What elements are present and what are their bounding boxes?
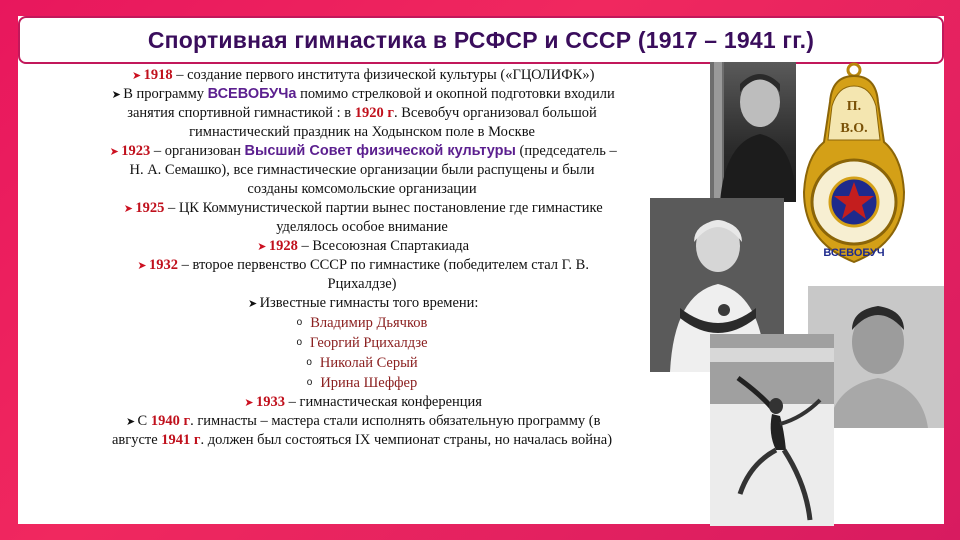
arrowhead-icon: ➤ (131, 69, 142, 82)
arrowhead-icon: ➤ (137, 259, 147, 272)
item-1940: ➤ С 1940 г. гимнасты – мастера стали исполнять обязательную программу (в августе 1941 г. должен был состояться IX чемпионат страны, но началась война) (111, 413, 613, 448)
item-1925: ➤ 1925 – ЦК Коммунистической партии вынес постановление где гимнастике уделялось особое внимание (22, 199, 702, 237)
arrowhead-icon: ➤ (125, 415, 136, 428)
medal-top-label: П. (846, 99, 862, 114)
circle-bullet-icon: o (306, 377, 313, 388)
arrowhead-icon: ➤ (123, 202, 133, 215)
title-box (18, 16, 944, 64)
gymnast-4: o Ирина Шеффер (306, 375, 418, 391)
arrowhead-icon: ➤ (244, 396, 254, 409)
arrowhead-icon: ➤ (257, 240, 267, 253)
content-text (22, 66, 702, 526)
circle-bullet-icon: o (296, 317, 303, 328)
item-1933: ➤ 1933 – гимнастическая конференция (22, 393, 702, 412)
arrowhead-icon: ➤ (247, 297, 258, 310)
vsevobuch-medal (792, 62, 922, 286)
medal-ring-label: ВСЕВОБУЧ (823, 247, 885, 259)
page-title: Спортивная гимнастика в РСФСР и СССР (1917 – 1941 гг.) (147, 26, 815, 53)
arrowhead-icon: ➤ (109, 145, 119, 158)
item-famous: ➤ Известные гимнасты того времени: (22, 294, 702, 313)
medal-mid-label: В.О. (840, 121, 868, 136)
circle-bullet-icon: o (306, 357, 312, 368)
item-1928: ➤ 1928 – Всесоюзная Спартакиада (22, 237, 702, 256)
item-1923: ➤ 1923 – организован Высший Совет физической культуры (председатель – Н. А. Семашко), все гимнастические организации были распущены и были созданы комсомольские организации (22, 142, 702, 199)
gymnast-1: o Владимир Дьячков (296, 315, 428, 331)
item-1918: ➤ 1918 – создание первого института физической культуры («ГЦОЛИФК») (22, 66, 702, 85)
photo-gymnast-floor (710, 334, 834, 526)
gymnast-2: o Георгий Рцихалдзе (296, 335, 428, 351)
item-1932: ➤ 1932 – второе первенство СССР по гимнастике (победителем стал Г. В. Рцихалдзе) (22, 256, 702, 294)
item-vsevobuch: ➤ В программу ВСЕВОБУЧа помимо стрелковой и окопной подготовки входили занятия спортивной гимнастикой : в 1920 г. Всевобуч организовал большой гимнастический праздник на Ходынском поле в Москве (22, 85, 702, 142)
circle-bullet-icon: o (296, 337, 303, 348)
arrowhead-icon: ➤ (111, 88, 121, 101)
photo-gymnast-man-1 (710, 62, 796, 202)
gymnast-3: o Николай Серый (306, 355, 418, 371)
